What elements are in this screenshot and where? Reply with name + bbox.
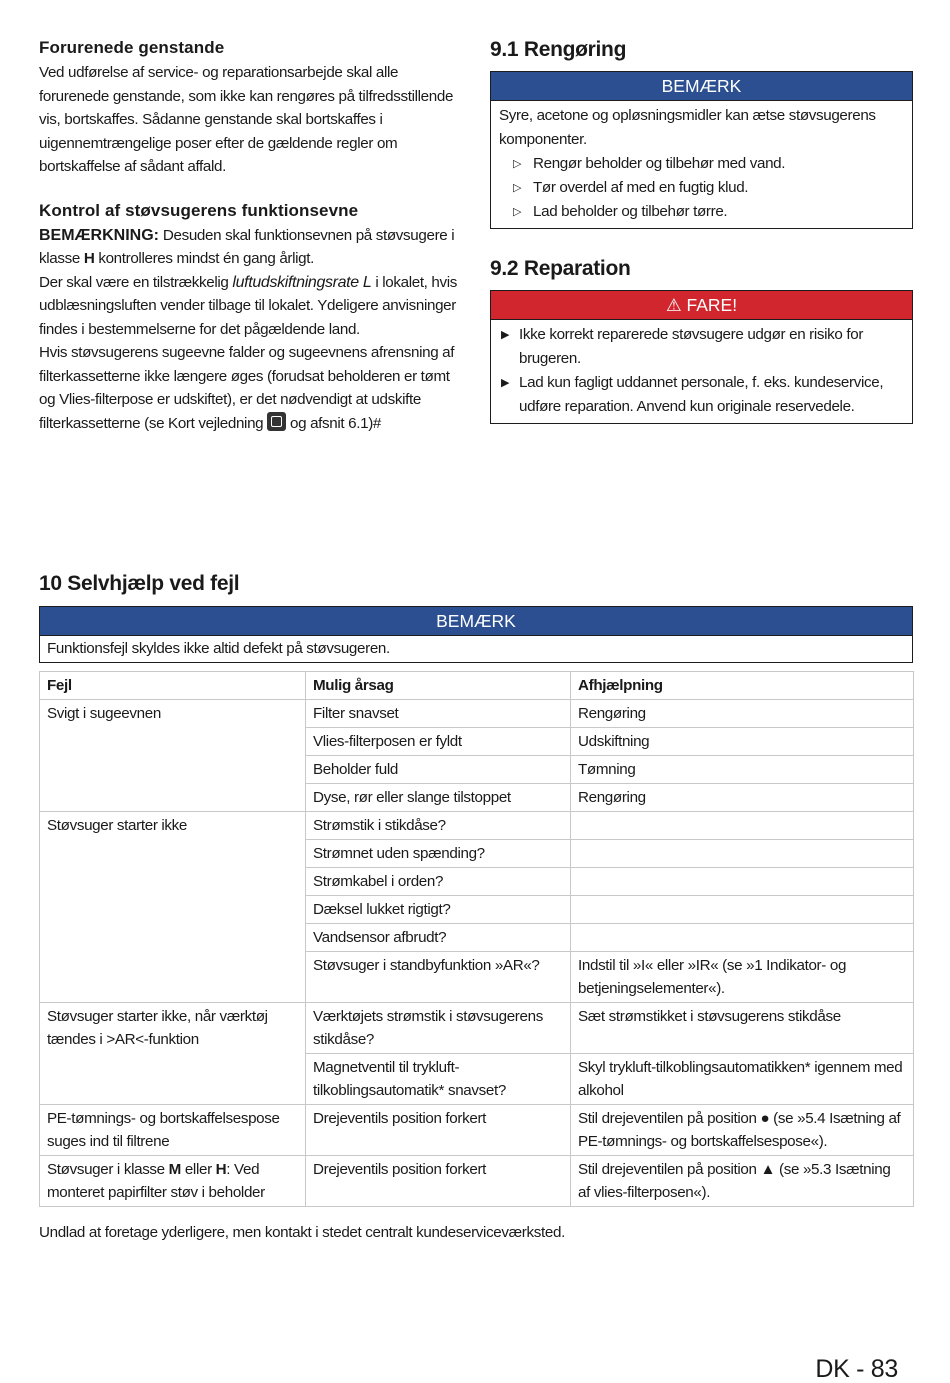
contaminated-items-section — [39, 38, 469, 179]
fault-cell: Støvsuger starter ikke, når værktøj tændes i >AR<-funktion — [40, 1003, 306, 1105]
remedy-cell — [571, 840, 914, 868]
remedy-cell: Tømning — [571, 756, 914, 784]
remedy-cell — [571, 896, 914, 924]
filter-replacement-paragraph — [39, 341, 469, 435]
air-text-a: Der skal være en tilstrækkelig — [39, 273, 233, 291]
remedy-cell: Sæt strømstikket i støvsugerens stikdåse — [571, 1003, 914, 1054]
list-item-text: Tør overdel af med en fugtig klud. — [533, 179, 749, 196]
quick-guide-icon — [267, 412, 286, 431]
repair-points — [499, 323, 904, 419]
notice-header: BEMÆRK — [40, 607, 912, 636]
notice-intro: Syre, acetone og opløsningsmidler kan ætse støvsugerens komponenter. — [499, 107, 876, 148]
remedy-cell: Rengøring — [571, 784, 914, 812]
remedy-cell: Skyl trykluft-tilkoblingsautomatikken* igennem med alkohol — [571, 1054, 914, 1105]
cause-cell: Strømkabel i orden? — [306, 868, 571, 896]
cause-cell: Støvsuger i standbyfunktion »AR«? — [306, 952, 571, 1003]
cause-cell: Værktøjets strømstik i støvsugerens stikdåse? — [306, 1003, 571, 1054]
page-number: DK - 83 — [815, 1355, 898, 1383]
left-column — [39, 38, 469, 435]
cleaning-title: 9.1 Rengøring — [490, 38, 627, 61]
header-remedy: Afhjælpning — [571, 672, 914, 700]
filter-text-a: Hvis støvsugerens sugeevne falder og sugeevnens afrensning af filterkassetterne ikke længere øges (forudsat beholderen er tømt og Vlies-filterpose er udskiftet), er det nødvendigt at udskifte filterkassetterne (se Kort vejledning — [39, 344, 455, 432]
function-check-note — [39, 224, 469, 271]
function-check-section — [39, 201, 469, 436]
class-m-label: M — [168, 1161, 181, 1178]
repair-section — [490, 257, 913, 424]
selfhelp-notice — [39, 606, 913, 663]
fault-table — [39, 671, 914, 1207]
table-row — [40, 1156, 914, 1207]
notice-header: BEMÆRK — [491, 72, 912, 101]
list-item-text: Ikke korrekt reparerede støvsugere udgør en risiko for brugeren. — [519, 326, 864, 367]
remedy-cell — [571, 868, 914, 896]
filter-text-b: og afsnit 6.1)# — [286, 414, 382, 432]
list-item-text: Lad beholder og tilbehør tørre. — [533, 203, 728, 220]
repair-title: 9.2 Reparation — [490, 257, 631, 280]
list-item-text: Rengør beholder og tilbehør med vand. — [533, 155, 786, 172]
right-column — [490, 38, 913, 424]
table-row — [40, 1003, 914, 1054]
table-row — [40, 812, 914, 840]
note-text-b: kontrolleres mindst én gang årligt. — [94, 250, 315, 267]
cause-cell: Dæksel lukket rigtigt? — [306, 896, 571, 924]
list-item-text: Lad kun fagligt uddannet personale, f. eks. kundeservice, udføre reparation. Anvend kun originale reservedele. — [519, 374, 884, 415]
cleaning-notice — [490, 71, 913, 229]
list-item — [499, 152, 904, 176]
note-text-a: Desuden skal funktionsevnen på støvsugere i klasse — [39, 226, 455, 267]
class-h-label: H — [215, 1161, 227, 1178]
remedy-cell — [571, 924, 914, 952]
danger-notice — [490, 290, 913, 424]
air-exchange-rate: luftudskiftningsrate L — [232, 273, 372, 291]
selfhelp-section — [39, 572, 913, 1244]
table-row — [40, 1105, 914, 1156]
list-item — [499, 176, 904, 200]
danger-header: ⚠ FARE! — [491, 291, 912, 320]
cause-cell: Drejeventils position forkert — [306, 1105, 571, 1156]
fault-cell: Støvsuger starter ikke — [40, 812, 306, 1003]
cause-cell: Strømnet uden spænding? — [306, 840, 571, 868]
air-exchange-paragraph — [39, 271, 469, 342]
fault-text-b: eller — [180, 1161, 216, 1178]
arrow-bullet-icon: ▶ — [501, 377, 510, 389]
cleaning-section — [490, 38, 913, 229]
contaminated-items-text: Ved udførelse af service- og reparationsarbejde skal alle forurenede genstande, som ikke kan rengøres på tilfredsstillende vis, bortskaffes. Sådanne genstande skal bortskaffes i uigennemtrængelige poser efter de gældende regler om bortskaffelse af sådant affald. — [39, 64, 454, 175]
remedy-cell — [571, 812, 914, 840]
fault-cell — [40, 1156, 306, 1207]
cause-cell: Magnetventil til trykluft-tilkoblingsautomatik* snavset? — [306, 1054, 571, 1105]
remedy-cell: Stil drejeventilen på position ▲ (se »5.3 Isætning af vlies-filterposen«). — [571, 1156, 914, 1207]
header-cause: Mulig årsag — [306, 672, 571, 700]
fault-text-c: : Ved monteret papirfilter støv i beholder — [47, 1161, 265, 1201]
list-item — [499, 371, 904, 419]
list-item — [499, 200, 904, 224]
header-fault: Fejl — [40, 672, 306, 700]
fault-cell: Svigt i sugeevnen — [40, 700, 306, 812]
remedy-cell: Rengøring — [571, 700, 914, 728]
remedy-cell: Udskiftning — [571, 728, 914, 756]
triangle-bullet-icon: ▷ — [513, 206, 522, 218]
cleaning-steps — [499, 152, 904, 224]
cause-cell: Strømstik i stikdåse? — [306, 812, 571, 840]
cause-cell: Drejeventils position forkert — [306, 1156, 571, 1207]
notice-body — [40, 636, 912, 662]
arrow-bullet-icon: ▶ — [501, 329, 510, 341]
table-row — [40, 700, 914, 728]
air-text-b: i lokalet, hvis udblæsningsluften vender tilbage til lokalet. Ydeligere anvisninger findes i bestemmelserne for det pågældende land. — [39, 273, 458, 338]
notice-body — [491, 101, 912, 228]
class-h-label: H — [83, 250, 95, 267]
note-label: BEMÆRKNING: — [39, 226, 159, 244]
triangle-bullet-icon: ▷ — [513, 182, 522, 194]
fault-text-a: Støvsuger i klasse — [47, 1161, 169, 1178]
remedy-cell: Stil drejeventilen på position ● (se »5.4 Isætning af PE-tømnings- og bortskaffelsespose«). — [571, 1105, 914, 1156]
remedy-cell: Indstil til »I« eller »IR« (se »1 Indikator- og betjeningselementer«). — [571, 952, 914, 1003]
danger-body — [491, 320, 912, 423]
contaminated-items-title: Forurenede genstande — [39, 38, 225, 57]
notice-text: Funktionsfejl skyldes ikke altid defekt på støvsugeren. — [47, 640, 390, 657]
list-item — [499, 323, 904, 371]
cause-cell: Vlies-filterposen er fyldt — [306, 728, 571, 756]
cause-cell: Beholder fuld — [306, 756, 571, 784]
triangle-bullet-icon: ▷ — [513, 158, 522, 170]
cause-cell: Dyse, rør eller slange tilstoppet — [306, 784, 571, 812]
table-header-row — [40, 672, 914, 700]
function-check-title: Kontrol af støvsugerens funktionsevne — [39, 200, 359, 220]
fault-cell: PE-tømnings- og bortskaffelsespose suges ind til filtrene — [40, 1105, 306, 1156]
selfhelp-title: 10 Selvhjælp ved fejl — [39, 572, 240, 595]
cause-cell: Vandsensor afbrudt? — [306, 924, 571, 952]
footnote: Undlad at foretage yderligere, men kontakt i stedet centralt kundeserviceværksted. — [39, 1224, 565, 1241]
cause-cell: Filter snavset — [306, 700, 571, 728]
